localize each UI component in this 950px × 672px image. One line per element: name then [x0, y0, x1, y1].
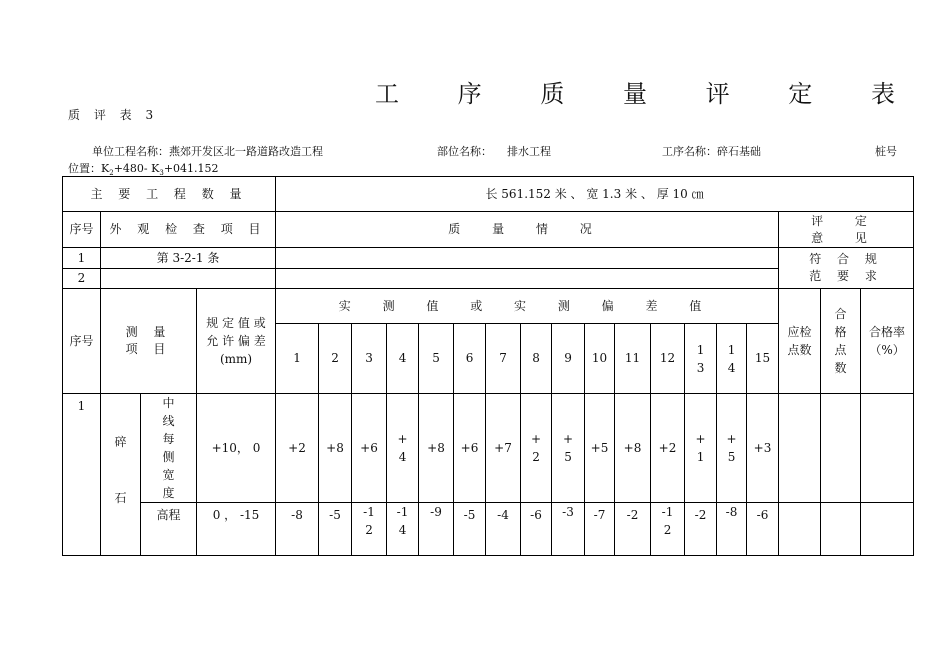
measured-value: -12: [651, 503, 685, 556]
measured-value: +5: [552, 394, 585, 503]
seq-label: 序号: [63, 212, 101, 248]
position-sub-2: 3: [159, 169, 164, 178]
row-number: 2: [63, 269, 101, 289]
part-name: 排水工程: [507, 145, 551, 158]
measured-value: -2: [615, 503, 651, 556]
measure-item-name: 高程: [141, 503, 197, 556]
measure-row-width: [63, 394, 914, 503]
stake-position: [68, 160, 219, 177]
column-number: 4: [387, 324, 419, 394]
measured-value: +3: [747, 394, 779, 503]
qualified-points-value: [821, 394, 861, 503]
points-to-check-value: [779, 503, 821, 556]
measured-value: +2: [276, 394, 319, 503]
measured-value: -14: [387, 503, 419, 556]
quantity-value: 长 561.152 米 、 宽 1.3 米 、 厚 10 ㎝: [276, 177, 914, 212]
measure-item-name: 中线每侧宽度: [141, 394, 197, 503]
title-char: 质: [540, 80, 565, 108]
measured-value: -7: [585, 503, 615, 556]
measured-value: +5: [717, 394, 747, 503]
column-number: 6: [454, 324, 486, 394]
quality-cell: [276, 248, 779, 269]
measured-value: +6: [454, 394, 486, 503]
column-number: 2: [319, 324, 352, 394]
measured-value: +5: [585, 394, 615, 503]
measure-row-elevation: [63, 503, 914, 556]
measured-value: -6: [747, 503, 779, 556]
measured-value: +2: [521, 394, 552, 503]
measured-value: -8: [276, 503, 319, 556]
points-to-check-label: 应检点数: [779, 289, 821, 394]
column-number: 7: [486, 324, 521, 394]
column-number: 9: [552, 324, 585, 394]
row-number: 1: [63, 248, 101, 269]
part-label: 部位名称：: [437, 145, 492, 158]
column-number: 15: [747, 324, 779, 394]
measured-value: +7: [486, 394, 521, 503]
measured-value: -4: [486, 503, 521, 556]
column-number: 8: [521, 324, 552, 394]
quantity-label: 主 要 工 程 数 量: [63, 177, 276, 212]
measured-value: +6: [352, 394, 387, 503]
evaluation-table: [62, 176, 914, 556]
process-name: 工序名称：碎石基础: [662, 145, 761, 158]
form-number: 质 评 表 3: [68, 108, 159, 122]
column-number: 5: [419, 324, 454, 394]
column-number: 13: [685, 324, 717, 394]
column-number: 12: [651, 324, 685, 394]
evaluation-value: 符 合 规 范 要 求: [779, 248, 914, 289]
title-char: 序: [457, 80, 482, 108]
unit-project-name: 单位工程名称：燕郊开发区北一路道路改造工程: [92, 145, 323, 158]
measured-label: 实 测 值 或 实 测 偏 差 值: [276, 289, 779, 324]
measured-value: +8: [419, 394, 454, 503]
column-number: 10: [585, 324, 615, 394]
measured-value: -5: [454, 503, 486, 556]
evaluation-label: 评 定 意 见: [779, 212, 914, 248]
pass-rate-value: [861, 394, 914, 503]
column-number: 1: [276, 324, 319, 394]
title-char: 评: [705, 80, 730, 108]
material-char: 石: [114, 491, 127, 505]
appearance-item: [101, 269, 276, 289]
position-mid: +480- K: [113, 162, 160, 175]
measured-value: -6: [521, 503, 552, 556]
appearance-item: 第 3-2-1 条: [101, 248, 276, 269]
appearance-label: 外 观 检 查 项 目: [101, 212, 276, 248]
measure-item-label: 测 量 项 目: [101, 289, 197, 394]
measured-value: -8: [717, 503, 747, 556]
measure-header-row: [63, 289, 914, 324]
title-char: 量: [622, 80, 647, 108]
column-number: 11: [615, 324, 651, 394]
tolerance-label: 规 定 值 或 允 许 偏 差 (mm): [197, 289, 276, 394]
measured-value: -9: [419, 503, 454, 556]
quality-cell: [276, 269, 779, 289]
material-name: [101, 394, 141, 556]
measured-value: +2: [651, 394, 685, 503]
pass-rate-value: [861, 503, 914, 556]
measured-value: -3: [552, 503, 585, 556]
position-prefix: 位置：K: [68, 162, 110, 175]
measured-value: +8: [615, 394, 651, 503]
title-char: 工: [375, 80, 399, 108]
measured-value: +1: [685, 394, 717, 503]
tolerance-value: 0 ， -15: [197, 503, 276, 556]
appearance-row-1: [63, 248, 914, 269]
pass-rate-label: 合格率（%）: [861, 289, 914, 394]
column-number: 3: [352, 324, 387, 394]
stake-label: 桩号: [875, 145, 897, 158]
group-number: 1: [63, 394, 101, 556]
appearance-header-row: [63, 212, 914, 248]
quantity-row: [63, 177, 914, 212]
measured-value: -2: [685, 503, 717, 556]
measured-value: +4: [387, 394, 419, 503]
qualified-points-label: 合格点数: [821, 289, 861, 394]
position-end: +041.152: [163, 162, 219, 175]
column-number: 14: [717, 324, 747, 394]
measured-value: +8: [319, 394, 352, 503]
title-char: 定: [788, 80, 813, 108]
material-char: 碎: [114, 435, 127, 449]
qualified-points-value: [821, 503, 861, 556]
measured-value: -12: [352, 503, 387, 556]
page-title: [375, 74, 895, 108]
position-sub-1: 2: [109, 169, 114, 178]
measured-value: -5: [319, 503, 352, 556]
title-char: 表: [870, 80, 895, 108]
points-to-check-value: [779, 394, 821, 503]
tolerance-value: +10， 0: [197, 394, 276, 503]
seq-label: 序号: [63, 289, 101, 394]
quality-label: 质 量 情 况: [276, 212, 779, 248]
